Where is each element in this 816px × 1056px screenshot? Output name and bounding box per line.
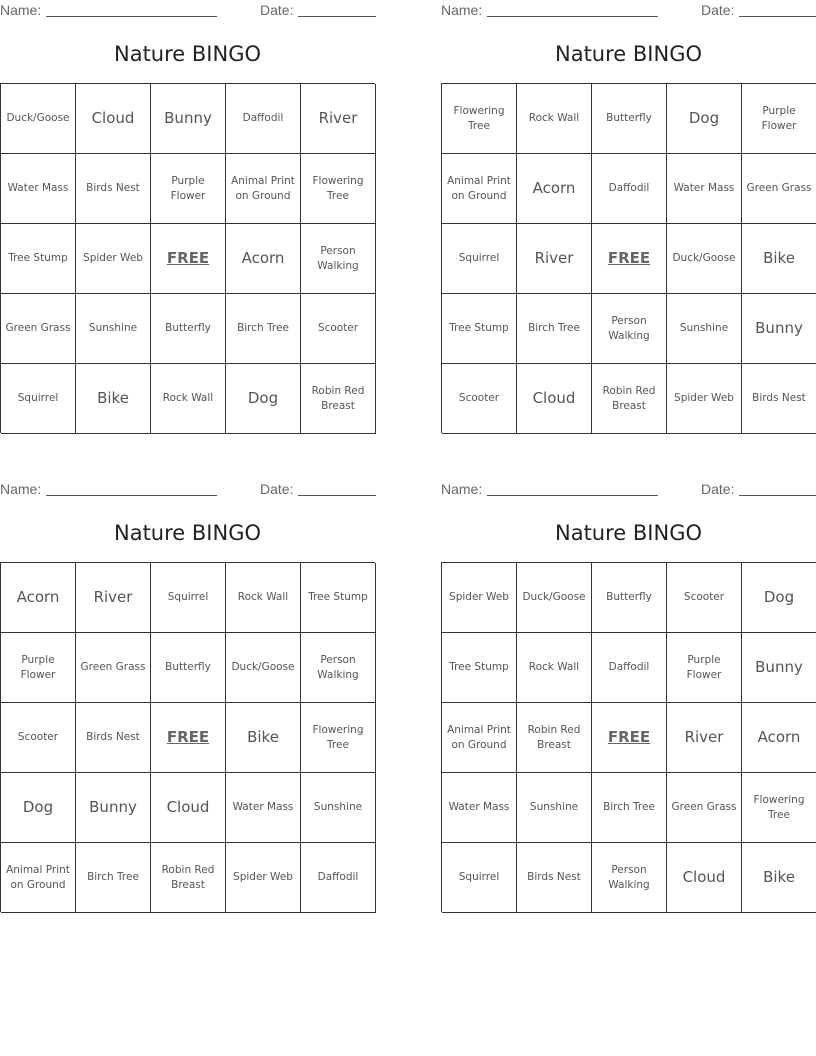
bingo-cell: Birds Nest bbox=[517, 843, 592, 913]
bingo-cell: Purple Flower bbox=[742, 84, 816, 154]
bingo-cell: Rock Wall bbox=[517, 84, 592, 154]
bingo-cell: Cloud bbox=[667, 843, 742, 913]
bingo-cell: Person Walking bbox=[592, 843, 667, 913]
bingo-card bbox=[0, 479, 375, 911]
bingo-cell: Tree Stump bbox=[301, 563, 376, 633]
bingo-cell: Cloud bbox=[151, 773, 226, 843]
name-blank bbox=[487, 495, 658, 496]
bingo-grid bbox=[441, 562, 816, 912]
bingo-cell: Water Mass bbox=[226, 773, 301, 843]
bingo-cell: Sunshine bbox=[76, 294, 151, 364]
bingo-card bbox=[441, 0, 816, 432]
bingo-cell: Water Mass bbox=[442, 773, 517, 843]
bingo-cell: Flowering Tree bbox=[301, 703, 376, 773]
bingo-cell: Birch Tree bbox=[226, 294, 301, 364]
bingo-cell: River bbox=[667, 703, 742, 773]
bingo-cell: Daffodil bbox=[301, 843, 376, 913]
name-date-row bbox=[0, 2, 376, 20]
free-cell: FREE bbox=[592, 703, 667, 773]
bingo-cell: Dog bbox=[742, 563, 816, 633]
bingo-cell: Dog bbox=[226, 364, 301, 434]
bingo-cell: Purple Flower bbox=[1, 633, 76, 703]
bingo-cell: Flowering Tree bbox=[301, 154, 376, 224]
date-blank bbox=[298, 16, 376, 17]
date-blank bbox=[298, 495, 376, 496]
bingo-cell: Rock Wall bbox=[151, 364, 226, 434]
free-cell: FREE bbox=[592, 224, 667, 294]
bingo-cell: Sunshine bbox=[517, 773, 592, 843]
bingo-cell: Bunny bbox=[76, 773, 151, 843]
bingo-card bbox=[0, 0, 375, 432]
bingo-cell: Spider Web bbox=[442, 563, 517, 633]
bingo-cell: Bike bbox=[76, 364, 151, 434]
bingo-card bbox=[441, 479, 816, 911]
bingo-cell: Green Grass bbox=[742, 154, 816, 224]
bingo-cell: Spider Web bbox=[76, 224, 151, 294]
bingo-cell: Rock Wall bbox=[517, 633, 592, 703]
bingo-cell: River bbox=[76, 563, 151, 633]
bingo-cell: Bike bbox=[742, 843, 816, 913]
date-label: Date: bbox=[260, 2, 294, 18]
bingo-cell: River bbox=[517, 224, 592, 294]
bingo-cell: Birch Tree bbox=[592, 773, 667, 843]
bingo-cell: Duck/Goose bbox=[226, 633, 301, 703]
bingo-cell: Spider Web bbox=[667, 364, 742, 434]
name-date-row bbox=[441, 2, 816, 20]
free-cell: FREE bbox=[151, 703, 226, 773]
bingo-cell: Tree Stump bbox=[1, 224, 76, 294]
bingo-cell: Daffodil bbox=[592, 154, 667, 224]
name-blank bbox=[487, 16, 658, 17]
bingo-cell: Cloud bbox=[76, 84, 151, 154]
bingo-cell: Person Walking bbox=[301, 224, 376, 294]
name-blank bbox=[46, 495, 217, 496]
bingo-cell: Birds Nest bbox=[742, 364, 816, 434]
card-title: Nature BINGO bbox=[555, 42, 702, 66]
bingo-cell: Butterfly bbox=[151, 633, 226, 703]
bingo-cell: Sunshine bbox=[301, 773, 376, 843]
bingo-cell: Tree Stump bbox=[442, 294, 517, 364]
bingo-cell: Flowering Tree bbox=[742, 773, 816, 843]
bingo-cell: Spider Web bbox=[226, 843, 301, 913]
bingo-cell: Robin Red Breast bbox=[592, 364, 667, 434]
bingo-cell: Green Grass bbox=[1, 294, 76, 364]
card-title: Nature BINGO bbox=[555, 521, 702, 545]
bingo-cell: Robin Red Breast bbox=[151, 843, 226, 913]
bingo-cell: Purple Flower bbox=[151, 154, 226, 224]
bingo-cell: Acorn bbox=[517, 154, 592, 224]
bingo-cell: Animal Print on Ground bbox=[226, 154, 301, 224]
bingo-cell: Squirrel bbox=[1, 364, 76, 434]
name-label: Name: bbox=[441, 2, 483, 18]
bingo-cell: Daffodil bbox=[226, 84, 301, 154]
bingo-cell: Bike bbox=[226, 703, 301, 773]
bingo-cell: Bunny bbox=[742, 633, 816, 703]
bingo-cell: Purple Flower bbox=[667, 633, 742, 703]
bingo-cell: Scooter bbox=[442, 364, 517, 434]
bingo-cell: Duck/Goose bbox=[667, 224, 742, 294]
bingo-cell: Squirrel bbox=[151, 563, 226, 633]
name-label: Name: bbox=[441, 481, 483, 497]
bingo-cell: Birch Tree bbox=[76, 843, 151, 913]
bingo-cell: Robin Red Breast bbox=[301, 364, 376, 434]
name-date-row bbox=[0, 481, 376, 499]
bingo-cell: Butterfly bbox=[592, 84, 667, 154]
bingo-cell: Butterfly bbox=[592, 563, 667, 633]
bingo-cell: Animal Print on Ground bbox=[1, 843, 76, 913]
bingo-cell: Bike bbox=[742, 224, 816, 294]
bingo-cell: Person Walking bbox=[301, 633, 376, 703]
bingo-grid bbox=[441, 83, 816, 433]
bingo-cell: Birch Tree bbox=[517, 294, 592, 364]
bingo-cell: Squirrel bbox=[442, 224, 517, 294]
bingo-grid bbox=[0, 562, 375, 912]
bingo-cell: Scooter bbox=[667, 563, 742, 633]
card-title: Nature BINGO bbox=[114, 42, 261, 66]
date-blank bbox=[739, 16, 816, 17]
bingo-cell: Robin Red Breast bbox=[517, 703, 592, 773]
bingo-cell: Birds Nest bbox=[76, 703, 151, 773]
date-blank bbox=[739, 495, 816, 496]
name-blank bbox=[46, 16, 217, 17]
name-date-row bbox=[441, 481, 816, 499]
bingo-cell: Squirrel bbox=[442, 843, 517, 913]
date-label: Date: bbox=[701, 481, 735, 497]
bingo-cell: Scooter bbox=[1, 703, 76, 773]
free-cell: FREE bbox=[151, 224, 226, 294]
bingo-cell: River bbox=[301, 84, 376, 154]
bingo-cell: Duck/Goose bbox=[1, 84, 76, 154]
bingo-cell: Dog bbox=[1, 773, 76, 843]
bingo-cell: Animal Print on Ground bbox=[442, 154, 517, 224]
bingo-cell: Green Grass bbox=[667, 773, 742, 843]
bingo-cell: Cloud bbox=[517, 364, 592, 434]
bingo-cell: Tree Stump bbox=[442, 633, 517, 703]
date-label: Date: bbox=[701, 2, 735, 18]
bingo-cell: Daffodil bbox=[592, 633, 667, 703]
bingo-cell: Acorn bbox=[1, 563, 76, 633]
bingo-cell: Flowering Tree bbox=[442, 84, 517, 154]
bingo-cell: Scooter bbox=[301, 294, 376, 364]
bingo-cell: Sunshine bbox=[667, 294, 742, 364]
bingo-cell: Water Mass bbox=[1, 154, 76, 224]
card-title: Nature BINGO bbox=[114, 521, 261, 545]
bingo-cell: Acorn bbox=[742, 703, 816, 773]
bingo-cell: Animal Print on Ground bbox=[442, 703, 517, 773]
bingo-cell: Acorn bbox=[226, 224, 301, 294]
bingo-cell: Duck/Goose bbox=[517, 563, 592, 633]
bingo-cell: Water Mass bbox=[667, 154, 742, 224]
bingo-cell: Bunny bbox=[151, 84, 226, 154]
name-label: Name: bbox=[0, 2, 42, 18]
bingo-cell: Dog bbox=[667, 84, 742, 154]
bingo-cell: Bunny bbox=[742, 294, 816, 364]
bingo-cell: Green Grass bbox=[76, 633, 151, 703]
bingo-cell: Birds Nest bbox=[76, 154, 151, 224]
bingo-cell: Rock Wall bbox=[226, 563, 301, 633]
bingo-grid bbox=[0, 83, 375, 433]
bingo-cell: Butterfly bbox=[151, 294, 226, 364]
date-label: Date: bbox=[260, 481, 294, 497]
bingo-cell: Person Walking bbox=[592, 294, 667, 364]
name-label: Name: bbox=[0, 481, 42, 497]
